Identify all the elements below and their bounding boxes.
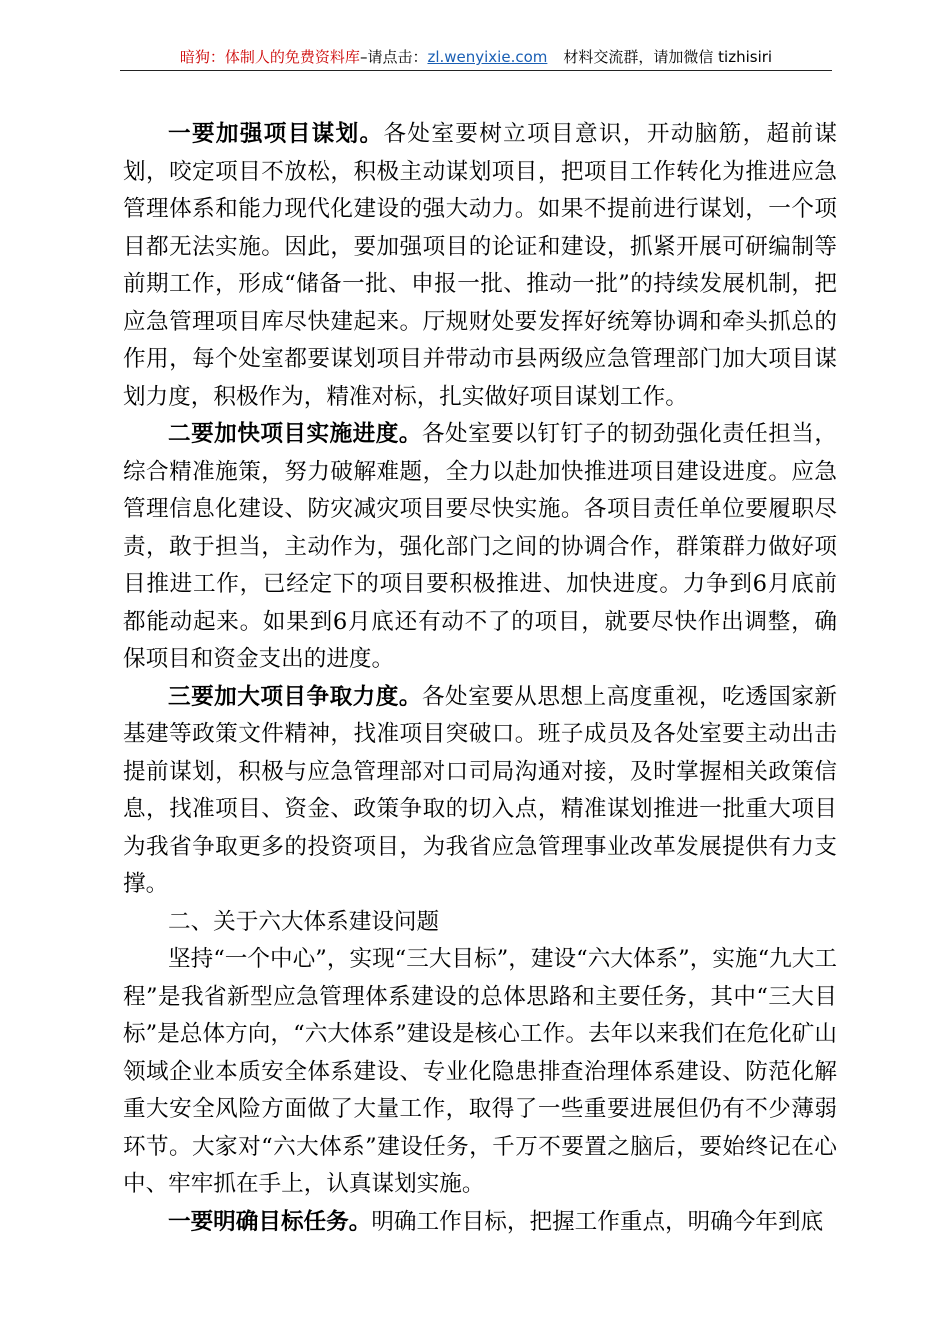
paragraph-6-lead: 一要明确目标任务。 bbox=[168, 1208, 372, 1235]
document-body bbox=[123, 116, 837, 1241]
section-heading-text: 二、关于六大体系建设问题 bbox=[168, 908, 440, 935]
paragraph-6 bbox=[123, 1204, 837, 1242]
page-header bbox=[120, 46, 832, 68]
header-link[interactable]: zl.wenyixie.com bbox=[427, 48, 548, 66]
paragraph-3 bbox=[123, 679, 837, 904]
paragraph-5-text: 坚持“一个中心”，实现“三大目标”，建设“六大体系”，实施“九大工程”是我省新型应急管理体系建设的总体思路和主要任务，其中“三大目标”是总体方向，“六大体系”建设是核心工作。去年以来我们在危化矿山领域企业本质安全体系建设、专业化隐患排查治理体系建设、防范化解重大安全风险方面做了大量工作，取得了一些重要进展但仍有不少薄弱环节。大家对“六大体系”建设任务，千万不要置之脑后，要始终记在心中、牢牢抓在手上，认真谋划实施。 bbox=[123, 946, 837, 1197]
header-divider bbox=[120, 70, 832, 71]
header-brand: 暗狗：体制人的免费资料库 bbox=[179, 48, 360, 66]
section-heading bbox=[123, 904, 837, 942]
paragraph-2-text: 各处室要以钉钉子的韧劲强化责任担当，综合精准施策，努力破解难题，全力以赴加快推进项目建设进度。应急管理信息化建设、防灾减灾项目要尽快实施。各项目责任单位要履职尽责，敢于担当，主动作为，强化部门之间的协调合作，群策群力做好项目推进工作，已经定下的项目要积极推进、加快进度。力争到6月底前都能动起来。如果到6月底还有动不了的项目，就要尽快作出调整，确保项目和资金支出的进度。 bbox=[123, 421, 838, 672]
paragraph-1-text: 各处室要树立项目意识，开动脑筋，超前谋划，咬定项目不放松，积极主动谋划项目，把项目工作转化为推进应急管理体系和能力现代化建设的强大动力。如果不提前进行谋划，一个项目都无法实施。因此，要加强项目的论证和建设，抓紧开展可研编制等前期工作，形成“储备一批、申报一批、推动一批”的持续发展机制，把应急管理项目库尽快建起来。厅规财处要发挥好统筹协调和牵头抓总的作用，每个处室都要谋划项目并带动市县两级应急管理部门加大项目谋划力度，积极作为，精准对标，扎实做好项目谋划工作。 bbox=[123, 121, 837, 410]
paragraph-5 bbox=[123, 941, 837, 1204]
paragraph-2 bbox=[123, 416, 837, 679]
paragraph-1-lead: 一要加强项目谋划。 bbox=[168, 121, 384, 147]
paragraph-6-text: 明确工作目标，把握工作重点，明确今年到底 bbox=[371, 1208, 824, 1235]
paragraph-3-text: 各处室要从思想上高度重视，吃透国家新基建等政策文件精神，找准项目突破口。班子成员及各处室要主动出击提前谋划，积极与应急管理部对口司局沟通对接，及时掌握相关政策信息，找准项目、资金、政策争取的切入点，精准谋划推进一批重大项目为我省争取更多的投资项目，为我省应急管理事业改革发展提供有力支撑。 bbox=[123, 683, 838, 897]
paragraph-3-lead: 三要加大项目争取力度。 bbox=[168, 683, 422, 710]
paragraph-2-lead: 二要加快项目实施进度。 bbox=[168, 421, 422, 447]
header-contact: 材料交流群，请加微信 tizhisiri bbox=[563, 48, 773, 66]
header-prompt: –请点击： bbox=[359, 48, 428, 66]
paragraph-1 bbox=[123, 116, 837, 416]
